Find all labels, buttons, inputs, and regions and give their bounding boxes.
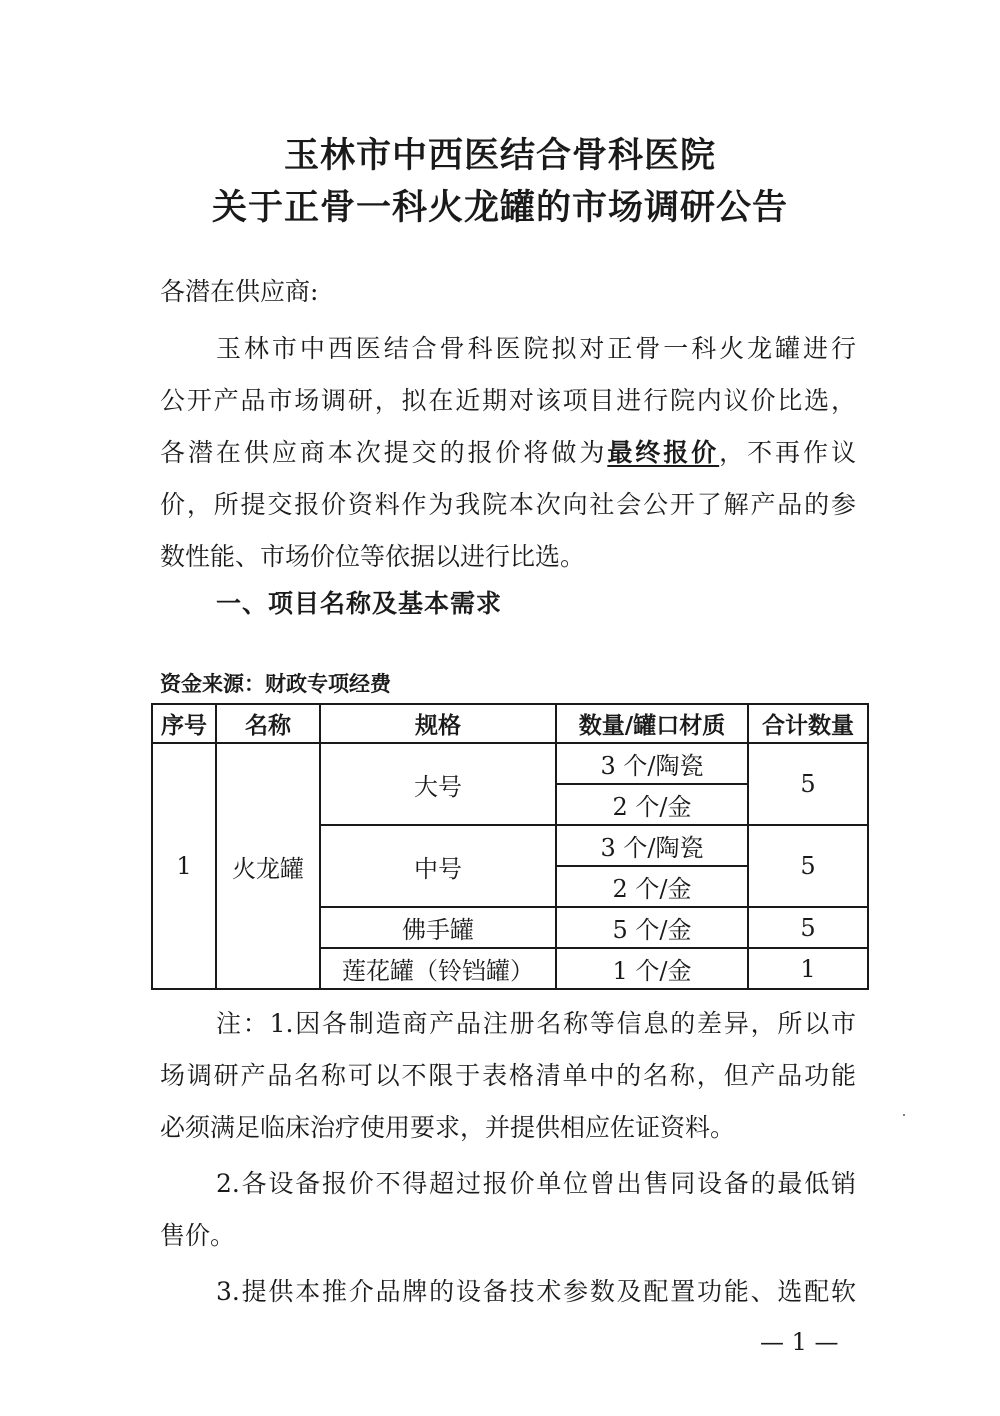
note2-line2: 售价。 [160,1221,236,1250]
section-heading: 一、项目名称及基本需求 [216,589,503,618]
header-qty-material: 数量/罐口材质 [556,704,748,743]
para1-line4: 价，所提交报价资料作为我院本次向社会公开了解产品的参 [160,490,856,519]
cell-total: 5 [748,825,868,907]
page-number: — 1 — [760,1328,839,1356]
note2-line1: 2.各设备报价不得超过报价单位曾出售同设备的最低销 [216,1169,856,1198]
cell-qty-material: 3 个/陶瓷 [556,825,748,866]
note1-line1: 注：1.因各制造商产品注册名称等信息的差异，所以市 [216,1009,856,1038]
cell-qty-material: 3 个/陶瓷 [556,743,748,784]
cell-total: 5 [748,743,868,825]
title-line-2: 关于正骨一科火龙罐的市场调研公告 [211,188,788,228]
cell-index: 1 [152,743,216,989]
header-total: 合计数量 [748,704,868,743]
note1-line2: 场调研产品名称可以不限于表格清单中的名称，但产品功能 [160,1061,856,1090]
title-line-1: 玉林市中西医结合骨科医院 [283,136,716,176]
scan-speck [903,1114,905,1116]
requirements-table [151,703,869,990]
para1-line5: 数性能、市场价位等依据以进行比选。 [160,542,586,571]
final-quote-emphasis: 最终报价 [607,438,720,467]
cell-qty-material: 5 个/金 [556,907,748,948]
cell-name: 火龙罐 [216,743,320,989]
table-header-row [152,704,868,743]
para1-line2: 公开产品市场调研，拟在近期对该项目进行院内议价比选， [160,386,856,415]
para1-line3-after: ，不再作议 [719,438,856,467]
header-name: 名称 [216,704,320,743]
table-row [152,743,868,784]
header-index: 序号 [152,704,216,743]
para1-line3 [160,433,856,469]
cell-spec: 中号 [320,825,556,907]
para1-line1: 玉林市中西医结合骨科医院拟对正骨一科火龙罐进行 [216,334,856,363]
note3-line1: 3.提供本推介品牌的设备技术参数及配置功能、选配软 [216,1277,856,1306]
para1-line3-before: 各潜在供应商本次提交的报价将做为 [160,438,608,467]
salutation: 各潜在供应商: [160,277,319,306]
cell-total: 5 [748,907,868,948]
cell-total: 1 [748,948,868,989]
cell-spec: 大号 [320,743,556,825]
funding-source: 资金来源：财政专项经费 [160,672,391,696]
cell-qty-material: 2 个/金 [556,866,748,907]
cell-qty-material: 1 个/金 [556,948,748,989]
header-spec: 规格 [320,704,556,743]
cell-qty-material: 2 个/金 [556,784,748,825]
note1-line3: 必须满足临床治疗使用要求，并提供相应佐证资料。 [160,1113,736,1142]
cell-spec: 佛手罐 [320,907,556,948]
cell-spec: 莲花罐（铃铛罐） [320,948,556,989]
